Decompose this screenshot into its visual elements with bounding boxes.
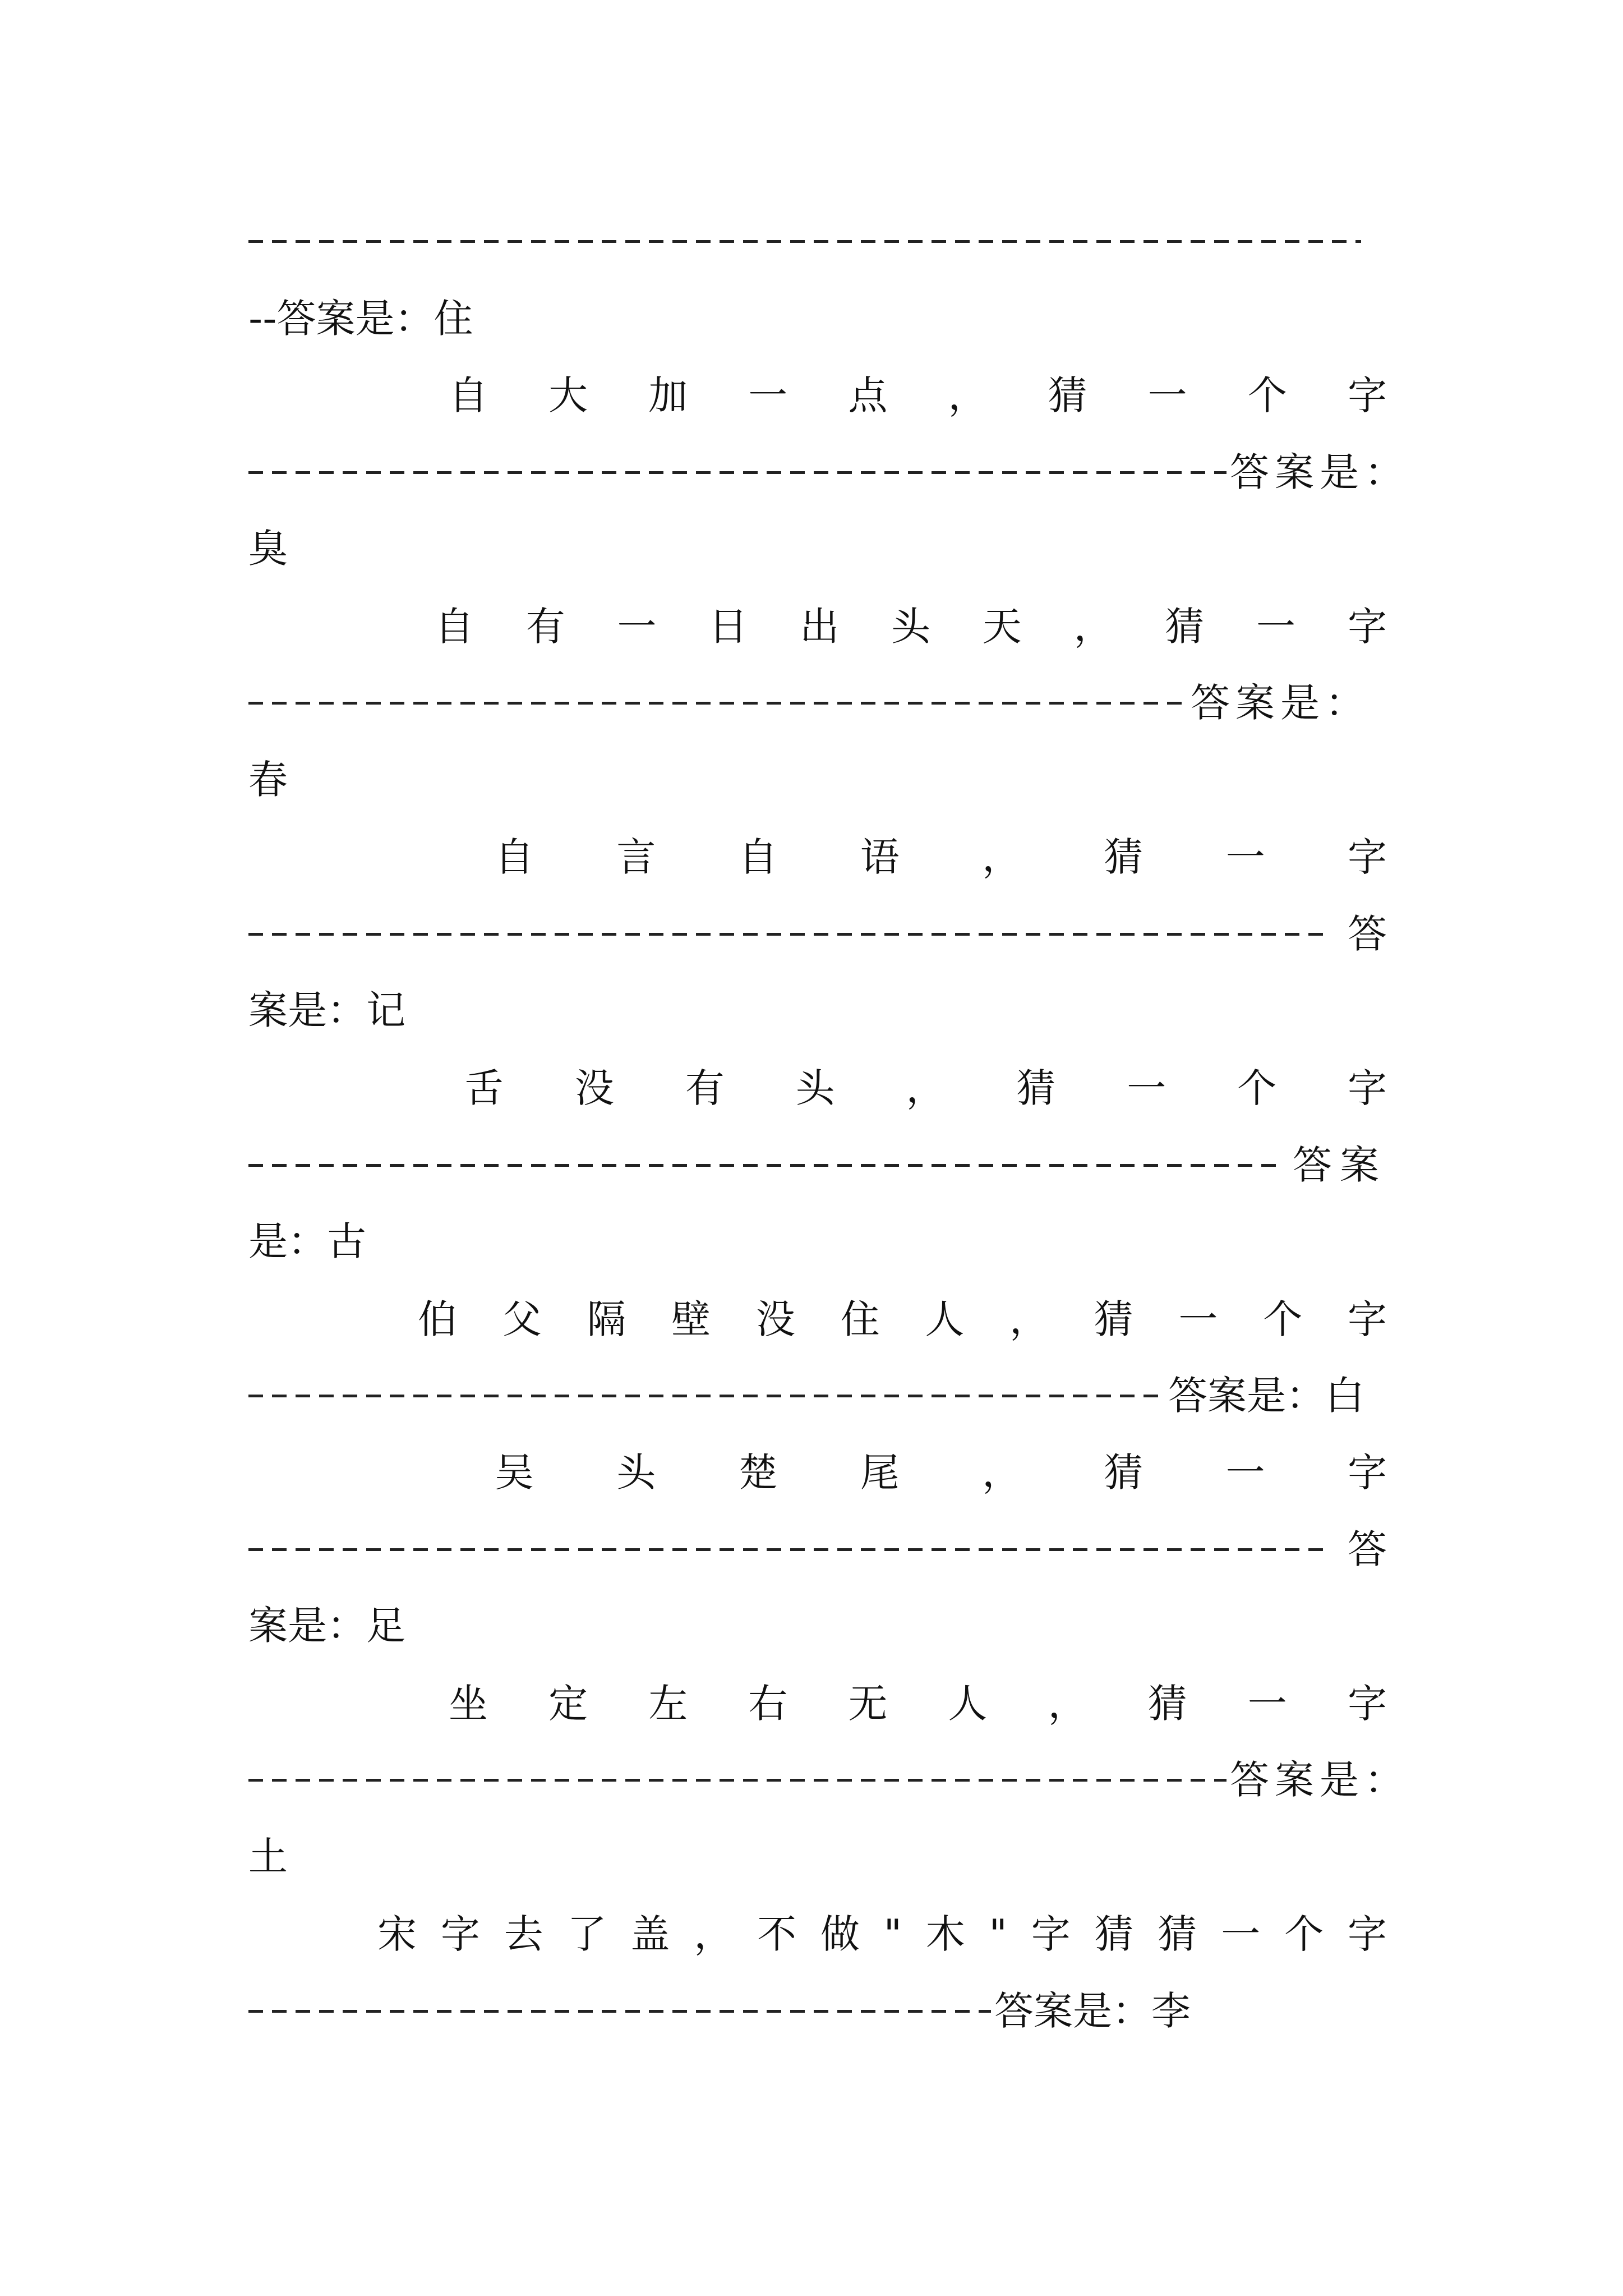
riddle-char: 一 (1247, 1681, 1287, 1727)
riddle-char: 伯 (418, 1296, 457, 1342)
riddle-answer-row-4 (248, 1131, 1387, 1199)
riddle-char: 出 (800, 604, 840, 650)
riddle-char: 自 (449, 372, 488, 418)
riddle-char: 住 (840, 1296, 880, 1342)
riddle-char: 去 (504, 1911, 543, 1957)
riddle-char: 字 (1031, 1911, 1071, 1957)
riddle-char: 定 (548, 1681, 588, 1727)
answer-label: 答 (1348, 1526, 1387, 1572)
answer-label: 答 (1348, 911, 1387, 957)
riddle-answer-6: 案是：足 (248, 1603, 405, 1649)
riddle-answer-row-3 (248, 900, 1387, 968)
riddle-char: 一 (1221, 1911, 1261, 1957)
riddle-char: ， (906, 1065, 946, 1111)
riddle-char: 宋 (377, 1911, 417, 1957)
riddle-char: 一 (1127, 1065, 1166, 1111)
riddle-char: 点 (848, 372, 888, 418)
riddle-char: 日 (708, 604, 748, 650)
riddle-char: ， (982, 1450, 1022, 1496)
riddle-answer-row-7 (248, 1746, 1409, 1814)
riddle-char: 自 (738, 834, 778, 880)
riddle-char: ， (1048, 1681, 1087, 1727)
answer-label: 答案是： (1230, 449, 1409, 495)
dashed-rule-fill (248, 1548, 1325, 1551)
riddle-char: 猜 (1016, 1065, 1056, 1111)
dashed-rule-fill (248, 933, 1325, 936)
riddle-char: ， (1009, 1296, 1049, 1342)
riddle-char: 大 (548, 372, 588, 418)
riddle-char: " (883, 1911, 902, 1957)
riddle-char: 字 (1347, 604, 1387, 650)
riddle-char: ， (948, 372, 988, 418)
riddle-char: ， (694, 1911, 734, 1957)
riddle-char: 了 (567, 1911, 607, 1957)
riddle-char: 猜 (1165, 604, 1205, 650)
riddle-char: 没 (574, 1065, 614, 1111)
answer-label: 答案是：白 (1168, 1373, 1364, 1419)
riddle-answer-row-8 (248, 1977, 1191, 2045)
riddle-char: 语 (860, 834, 900, 880)
riddle-char: ， (1073, 604, 1113, 650)
riddle-char: 头 (616, 1450, 656, 1496)
riddle-answer-row-6 (248, 1516, 1387, 1583)
riddle-question-4 (464, 1055, 1387, 1122)
riddle-char: 自 (435, 604, 474, 650)
riddle-answer-2: 春 (248, 757, 288, 803)
riddle-char: 有 (685, 1065, 725, 1111)
dashed-rule-fill (248, 2010, 991, 2013)
riddle-char: 没 (755, 1296, 795, 1342)
riddle-answer-row-2 (248, 669, 1370, 737)
riddle-question-3 (495, 823, 1387, 891)
riddle-char: 猜 (1147, 1681, 1187, 1727)
answer-label: 答案是：李 (994, 1988, 1191, 2034)
riddle-question-5 (418, 1286, 1387, 1353)
riddle-char: 右 (748, 1681, 788, 1727)
riddle-char: 猜 (1094, 1296, 1133, 1342)
riddle-char: 盖 (630, 1911, 670, 1957)
riddle-char: 尾 (860, 1450, 900, 1496)
riddle-char: 坐 (449, 1681, 488, 1727)
riddle-char: 一 (1178, 1296, 1218, 1342)
riddle-answer-row-1 (248, 439, 1409, 506)
riddle-char: 无 (848, 1681, 888, 1727)
top-dashed-rule (248, 208, 1364, 275)
riddle-answer-row-5 (248, 1362, 1364, 1429)
riddle-char: 一 (1147, 372, 1187, 418)
dashed-rule-fill (248, 1779, 1227, 1782)
dashed-rule-fill (248, 1164, 1279, 1167)
dashed-rule-fill (248, 240, 1361, 243)
riddle-char: 一 (617, 604, 657, 650)
riddle-answer-7: 土 (248, 1834, 288, 1880)
riddle-char: 自 (495, 834, 534, 880)
riddle-char: 吴 (495, 1450, 534, 1496)
answer-label: 答案 (1293, 1142, 1387, 1188)
riddle-char: 字 (1348, 1065, 1387, 1111)
riddle-char: 字 (1347, 1681, 1387, 1727)
riddle-char: 不 (757, 1911, 797, 1957)
riddle-char: 猜 (1104, 834, 1144, 880)
riddle-question-6 (495, 1439, 1387, 1506)
riddle-char: 做 (820, 1911, 860, 1957)
riddle-char: 天 (982, 604, 1022, 650)
answer-label: 答案是： (1191, 680, 1370, 726)
riddle-char: 字 (1347, 834, 1387, 880)
riddle-answer-1: 臭 (248, 526, 288, 572)
riddle-char: 言 (616, 834, 656, 880)
riddle-char: 人 (925, 1296, 965, 1342)
riddle-char: 一 (1225, 1450, 1265, 1496)
riddle-char: 楚 (738, 1450, 778, 1496)
riddle-char: 猜 (1104, 1450, 1144, 1496)
riddle-char: 父 (502, 1296, 542, 1342)
riddle-question-1 (449, 362, 1387, 429)
riddle-char: ， (982, 834, 1022, 880)
riddle-char: 壁 (671, 1296, 711, 1342)
riddle-char: 隔 (587, 1296, 626, 1342)
riddle-question-2 (435, 593, 1387, 660)
answer-label: 答案是： (1230, 1757, 1409, 1803)
riddle-char: 个 (1284, 1911, 1324, 1957)
riddle-char: 一 (1225, 834, 1265, 880)
riddle-question-7 (449, 1670, 1387, 1737)
riddle-char: 猜 (1158, 1911, 1197, 1957)
dashed-rule-fill (248, 471, 1227, 474)
riddle-char: 舌 (464, 1065, 504, 1111)
riddle-char: 一 (748, 372, 788, 418)
riddle-char: 头 (795, 1065, 835, 1111)
answer-line-0: --答案是：住 (248, 296, 473, 342)
riddle-char: 头 (891, 604, 930, 650)
riddle-char: 一 (1256, 604, 1296, 650)
riddle-answer-3: 案是：记 (248, 987, 405, 1033)
dashed-rule-fill (248, 1395, 1165, 1397)
riddle-char: 猜 (1094, 1911, 1134, 1957)
riddle-char: 左 (648, 1681, 688, 1727)
riddle-char: 字 (1347, 1450, 1387, 1496)
riddle-char: 人 (948, 1681, 988, 1727)
riddle-answer-4: 是：古 (248, 1218, 366, 1264)
riddle-char: 木 (925, 1911, 965, 1957)
riddle-char: 个 (1263, 1296, 1303, 1342)
riddle-char: 字 (440, 1911, 480, 1957)
riddle-char: 个 (1237, 1065, 1277, 1111)
riddle-question-8 (377, 1901, 1387, 1968)
riddle-char: 加 (648, 372, 688, 418)
dashed-rule-fill (248, 702, 1187, 705)
riddle-char: 字 (1347, 1911, 1387, 1957)
riddle-char: 字 (1347, 372, 1387, 418)
riddle-char: 猜 (1048, 372, 1087, 418)
riddle-char: 个 (1247, 372, 1287, 418)
riddle-char: " (989, 1911, 1007, 1957)
riddle-char: 有 (525, 604, 565, 650)
riddle-char: 字 (1347, 1296, 1387, 1342)
